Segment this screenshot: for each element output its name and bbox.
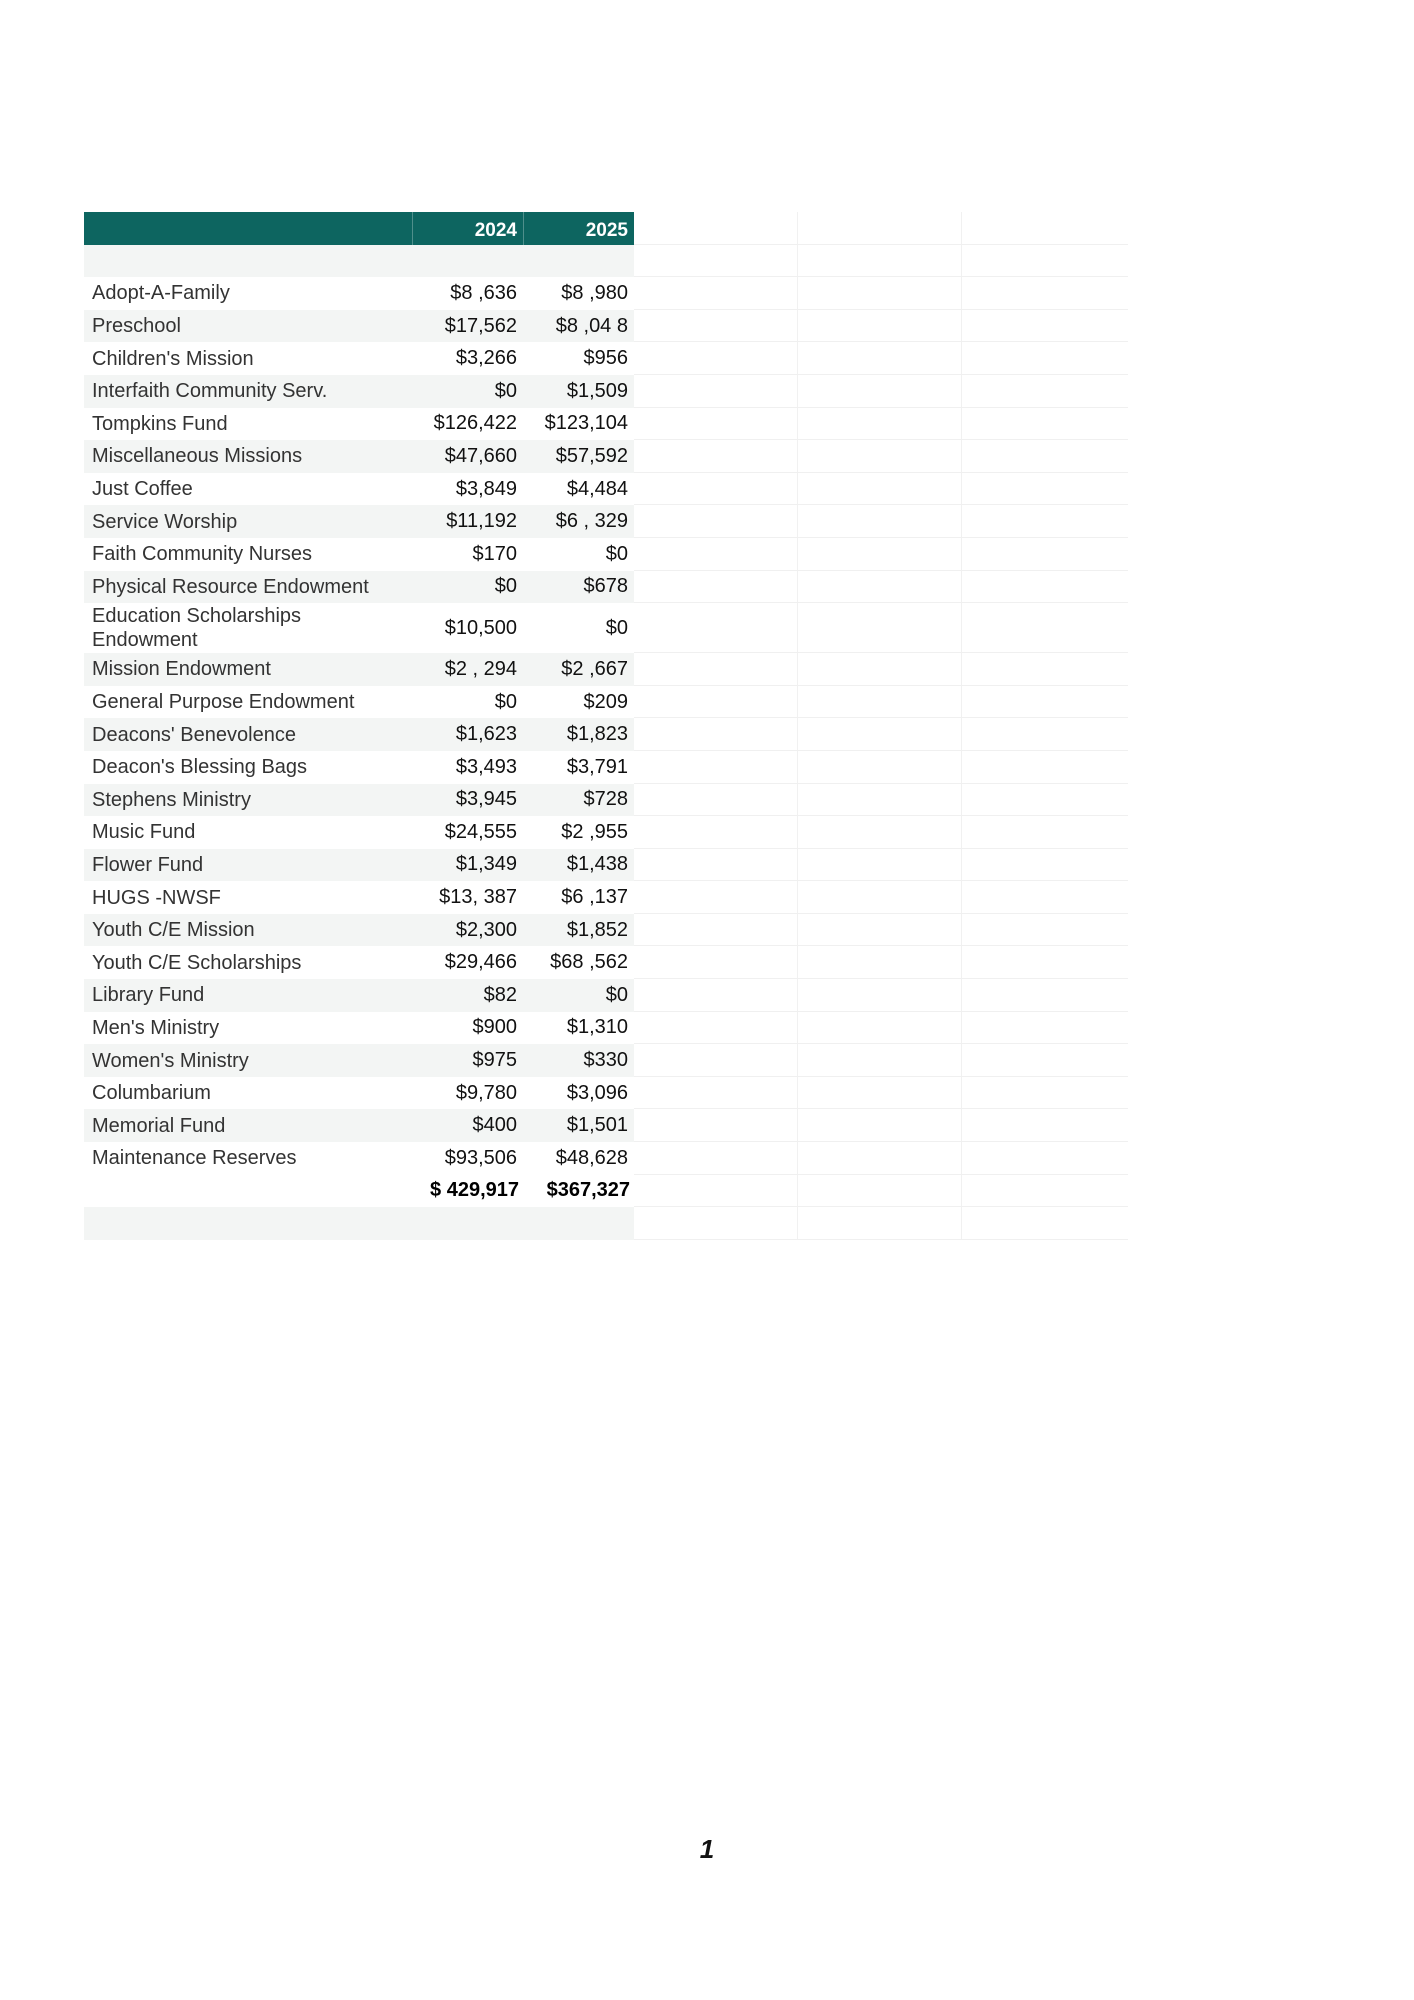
empty-cell: [962, 505, 1126, 537]
row-value-2025: $330: [583, 1049, 628, 1072]
empty-cell: [634, 1207, 798, 1239]
trailing-row: [84, 1207, 1128, 1240]
empty-cell: [634, 375, 798, 407]
empty-cell: [634, 849, 798, 881]
row-value-2025: $4,484: [566, 477, 628, 500]
row-value-2025: $1,438: [566, 853, 628, 876]
empty-cell: [798, 1012, 962, 1044]
empty-cell: [798, 751, 962, 783]
empty-columns: [634, 881, 1128, 914]
empty-cell: [634, 979, 798, 1011]
empty-cell: [962, 914, 1126, 946]
row-label: Youth C/E Mission: [92, 919, 255, 942]
table-row: [84, 538, 1128, 571]
row-label: Education Scholarships Endowment: [92, 605, 302, 652]
empty-columns: [634, 440, 1128, 473]
table-body: [84, 277, 1128, 1174]
row-value-2025: $0: [605, 542, 628, 565]
row-value-2024: $11,192: [446, 510, 517, 533]
row-band: [84, 375, 634, 408]
empty-cell: [634, 473, 798, 505]
row-value-2025: $48,628: [555, 1146, 628, 1169]
empty-columns: [634, 1077, 1128, 1110]
empty-cell: [798, 212, 962, 244]
row-value-2024: $3,493: [455, 755, 517, 778]
empty-cell: [962, 212, 1126, 244]
row-value-2024: $24,555: [444, 820, 517, 843]
row-label: Tompkins Fund: [92, 412, 228, 435]
empty-cell: [634, 1175, 798, 1207]
empty-cell: [962, 310, 1126, 342]
empty-columns: [634, 784, 1128, 817]
row-band: [84, 1142, 634, 1175]
empty-cell: [634, 603, 798, 652]
row-label: Flower Fund: [92, 853, 204, 876]
table-row: [84, 751, 1128, 784]
table-row: [84, 718, 1128, 751]
empty-columns: [634, 245, 1128, 278]
table-row: [84, 784, 1128, 817]
row-value-2025: $6 , 329: [555, 510, 628, 533]
row-label: Columbarium: [92, 1082, 211, 1105]
empty-cell: [798, 946, 962, 978]
row-band: [84, 505, 634, 538]
table-row: [84, 440, 1128, 473]
empty-cell: [798, 473, 962, 505]
empty-cell: [962, 1044, 1126, 1076]
row-value-2024: $2,300: [455, 918, 517, 941]
table-row: [84, 571, 1128, 604]
row-band: [84, 751, 634, 784]
empty-columns: [634, 505, 1128, 538]
row-label: Deacons' Benevolence: [92, 723, 296, 746]
empty-columns: [634, 473, 1128, 506]
empty-cell: [798, 979, 962, 1011]
empty-cell: [798, 914, 962, 946]
table-row: [84, 914, 1128, 947]
row-value-2024: $0: [494, 379, 517, 402]
row-band: [84, 310, 634, 343]
row-label: Physical Resource Endowment: [92, 575, 369, 598]
empty-cell: [962, 408, 1126, 440]
empty-cell: [798, 375, 962, 407]
row-value-2025: $68 ,562: [550, 951, 628, 974]
total-label-cell: [84, 1175, 412, 1208]
row-value-2025: $123,104: [544, 412, 628, 435]
row-value-2024: $126,422: [433, 412, 517, 435]
trailing-band: [84, 1207, 634, 1240]
empty-columns: [634, 310, 1128, 343]
empty-columns: [634, 849, 1128, 882]
empty-cell: [634, 718, 798, 750]
row-band: [84, 342, 634, 375]
row-value-2024: $9,780: [455, 1081, 517, 1104]
total-band: [84, 1175, 634, 1208]
row-label: HUGS -NWSF: [92, 886, 221, 909]
empty-cell: [962, 603, 1126, 652]
empty-cell: [798, 505, 962, 537]
row-band: [84, 946, 634, 979]
empty-cell: [798, 245, 962, 277]
empty-cell: [634, 310, 798, 342]
row-value-2024: $3,849: [455, 477, 517, 500]
table-row: [84, 408, 1128, 441]
row-value-2024: $3,266: [455, 347, 517, 370]
row-value-2024: $10,500: [444, 616, 517, 639]
row-value-2025: $728: [583, 788, 628, 811]
empty-cell: [962, 571, 1126, 603]
row-value-2024: $0: [494, 575, 517, 598]
trailing-cell: [523, 1207, 634, 1240]
spacer-band: [84, 245, 634, 278]
table-row: [84, 946, 1128, 979]
row-band: [84, 849, 634, 882]
spacer-cell: [84, 245, 412, 278]
empty-cell: [798, 1142, 962, 1174]
table-row: [84, 1142, 1128, 1175]
empty-cell: [962, 1207, 1126, 1239]
row-value-2024: $975: [472, 1049, 517, 1072]
empty-columns: [634, 1044, 1128, 1077]
table-row: [84, 375, 1128, 408]
row-value-2024: $93,506: [444, 1146, 517, 1169]
empty-cell: [634, 816, 798, 848]
row-value-2024: $1,349: [455, 853, 517, 876]
empty-cell: [962, 342, 1126, 374]
empty-columns: [634, 1207, 1128, 1240]
row-band: [84, 603, 634, 653]
empty-columns: [634, 342, 1128, 375]
empty-cell: [962, 946, 1126, 978]
row-label: Preschool: [92, 315, 181, 338]
empty-cell: [634, 751, 798, 783]
table-row: [84, 310, 1128, 343]
row-value-2025: $1,310: [566, 1016, 628, 1039]
row-value-2024: $13, 387: [439, 886, 517, 909]
empty-cell: [634, 571, 798, 603]
empty-cell: [962, 440, 1126, 472]
table-row: [84, 473, 1128, 506]
row-band: [84, 1012, 634, 1045]
row-band: [84, 914, 634, 947]
row-label: Interfaith Community Serv.: [92, 380, 328, 403]
row-value-2025: $678: [583, 575, 628, 598]
empty-columns: [634, 686, 1128, 719]
row-label: Library Fund: [92, 984, 205, 1007]
empty-cell: [962, 784, 1126, 816]
table-row: [84, 1109, 1128, 1142]
empty-cell: [634, 1077, 798, 1109]
row-value-2025: $6 ,137: [561, 886, 628, 909]
empty-cell: [962, 538, 1126, 570]
empty-cell: [798, 1207, 962, 1239]
empty-cell: [962, 277, 1126, 309]
row-value-2024: $82: [483, 983, 517, 1006]
row-value-2024: $3,945: [455, 788, 517, 811]
empty-columns: [634, 538, 1128, 571]
table-row: [84, 849, 1128, 882]
table-row: [84, 1012, 1128, 1045]
empty-cell: [962, 751, 1126, 783]
row-label: Women's Ministry: [92, 1049, 249, 1072]
row-band: [84, 686, 634, 719]
empty-cell: [634, 653, 798, 685]
row-band: [84, 571, 634, 604]
table-row: [84, 881, 1128, 914]
empty-columns: [634, 1142, 1128, 1175]
row-value-2025: $57,592: [555, 444, 628, 467]
table-row: [84, 1044, 1128, 1077]
empty-columns: [634, 1109, 1128, 1142]
row-band: [84, 979, 634, 1012]
row-band: [84, 473, 634, 506]
spacer-row: [84, 245, 1128, 278]
row-label: Service Worship: [92, 510, 238, 533]
empty-cell: [634, 342, 798, 374]
row-value-2024: $900: [472, 1016, 517, 1039]
row-label: General Purpose Endowment: [92, 691, 355, 714]
empty-cell: [798, 1044, 962, 1076]
empty-columns: [634, 718, 1128, 751]
table-row: [84, 603, 1128, 653]
table-row: [84, 1077, 1128, 1110]
row-band: [84, 881, 634, 914]
empty-cell: [634, 946, 798, 978]
row-value-2024: $170: [472, 542, 517, 565]
empty-cell: [798, 603, 962, 652]
empty-cell: [634, 212, 798, 244]
fund-table: [84, 212, 1128, 1240]
row-label: Youth C/E Scholarships: [92, 951, 302, 974]
row-band: [84, 816, 634, 849]
empty-cell: [962, 245, 1126, 277]
empty-cell: [962, 1012, 1126, 1044]
empty-columns: [634, 1175, 1128, 1208]
total-2024: $ 429,917: [430, 1179, 519, 1202]
spacer-cell: [412, 245, 523, 278]
empty-cell: [798, 881, 962, 913]
empty-cell: [962, 473, 1126, 505]
row-band: [84, 1044, 634, 1077]
row-band: [84, 440, 634, 473]
empty-cell: [634, 1142, 798, 1174]
empty-cell: [798, 718, 962, 750]
empty-cell: [798, 849, 962, 881]
row-value-2025: $0: [605, 616, 628, 639]
row-value-2024: $400: [472, 1114, 517, 1137]
row-label: Men's Ministry: [92, 1016, 220, 1039]
row-value-2025: $1,823: [566, 723, 628, 746]
empty-cell: [798, 784, 962, 816]
empty-cell: [634, 1044, 798, 1076]
row-value-2025: $3,096: [566, 1081, 628, 1104]
empty-cell: [634, 245, 798, 277]
row-band: [84, 1109, 634, 1142]
empty-cell: [962, 375, 1126, 407]
row-band: [84, 784, 634, 817]
row-band: [84, 1077, 634, 1110]
row-value-2025: $2 ,955: [561, 820, 628, 843]
table-row: [84, 979, 1128, 1012]
empty-cell: [634, 686, 798, 718]
empty-cell: [634, 440, 798, 472]
row-value-2025: $956: [583, 347, 628, 370]
empty-cell: [962, 849, 1126, 881]
empty-cell: [798, 686, 962, 718]
empty-cell: [962, 1142, 1126, 1174]
empty-cell: [798, 653, 962, 685]
empty-columns: [634, 571, 1128, 604]
row-band: [84, 718, 634, 751]
empty-columns: [634, 212, 1128, 245]
empty-cell: [962, 1077, 1126, 1109]
empty-cell: [962, 979, 1126, 1011]
row-label: Children's Mission: [92, 347, 254, 370]
empty-cell: [798, 538, 962, 570]
empty-columns: [634, 751, 1128, 784]
row-value-2025: $209: [583, 690, 628, 713]
empty-cell: [798, 277, 962, 309]
empty-cell: [798, 1175, 962, 1207]
table-row: [84, 342, 1128, 375]
empty-cell: [798, 1109, 962, 1141]
row-band: [84, 277, 634, 310]
header-2024: 2024: [412, 212, 523, 245]
empty-cell: [634, 881, 798, 913]
empty-cell: [798, 310, 962, 342]
empty-columns: [634, 914, 1128, 947]
empty-cell: [634, 505, 798, 537]
empty-columns: [634, 375, 1128, 408]
row-value-2024: $1,623: [455, 723, 517, 746]
empty-cell: [798, 1077, 962, 1109]
empty-cell: [634, 277, 798, 309]
table-row: [84, 277, 1128, 310]
empty-columns: [634, 816, 1128, 849]
table-row: [84, 653, 1128, 686]
empty-columns: [634, 1012, 1128, 1045]
empty-cell: [962, 816, 1126, 848]
trailing-cell: [84, 1207, 412, 1240]
row-label: Miscellaneous Missions: [92, 445, 303, 468]
empty-cell: [634, 408, 798, 440]
trailing-cell: [412, 1207, 523, 1240]
row-value-2024: $8 ,636: [450, 281, 517, 304]
empty-cell: [798, 571, 962, 603]
row-value-2025: $1,852: [566, 918, 628, 941]
empty-cell: [962, 1175, 1126, 1207]
table-row: [84, 686, 1128, 719]
empty-cell: [798, 342, 962, 374]
empty-cell: [634, 1109, 798, 1141]
row-value-2025: $1,501: [566, 1114, 628, 1137]
empty-cell: [634, 784, 798, 816]
row-band: [84, 408, 634, 441]
empty-cell: [962, 686, 1126, 718]
empty-cell: [798, 816, 962, 848]
empty-cell: [634, 1012, 798, 1044]
row-band: [84, 653, 634, 686]
row-label: Maintenance Reserves: [92, 1147, 297, 1170]
empty-cell: [962, 1109, 1126, 1141]
empty-columns: [634, 277, 1128, 310]
row-label: Music Fund: [92, 821, 196, 844]
row-value-2025: $8 ,04 8: [555, 314, 628, 337]
row-label: Stephens Ministry: [92, 788, 251, 811]
row-value-2024: $47,660: [444, 444, 517, 467]
total-row: [84, 1175, 1128, 1208]
empty-cell: [962, 718, 1126, 750]
page-number: 1: [699, 1834, 715, 1864]
row-value-2025: $3,791: [566, 755, 628, 778]
empty-columns: [634, 653, 1128, 686]
row-band: [84, 538, 634, 571]
header-2025: 2025: [523, 212, 634, 245]
empty-columns: [634, 979, 1128, 1012]
spacer-cell: [523, 245, 634, 278]
row-label: Just Coffee: [92, 478, 193, 501]
empty-cell: [962, 653, 1126, 685]
row-label: Deacon's Blessing Bags: [92, 756, 308, 779]
row-label: Memorial Fund: [92, 1114, 226, 1137]
empty-columns: [634, 408, 1128, 441]
table-row: [84, 816, 1128, 849]
empty-cell: [634, 538, 798, 570]
row-value-2025: $0: [605, 983, 628, 1006]
empty-cell: [634, 914, 798, 946]
row-label: Adopt-A-Family: [92, 282, 230, 305]
row-value-2024: $2 , 294: [444, 657, 517, 680]
row-value-2025: $2 ,667: [561, 657, 628, 680]
row-value-2025: $8 ,980: [561, 281, 628, 304]
empty-cell: [962, 881, 1126, 913]
table-row: [84, 505, 1128, 538]
header-label-cell: [84, 212, 412, 245]
row-value-2024: $29,466: [444, 951, 517, 974]
row-label: Mission Endowment: [92, 658, 271, 681]
empty-cell: [798, 440, 962, 472]
row-value-2024: $0: [494, 690, 517, 713]
row-value-2025: $1,509: [566, 379, 628, 402]
row-value-2024: $17,562: [444, 314, 517, 337]
header-band: [84, 212, 634, 245]
empty-cell: [798, 408, 962, 440]
table-header-row: [84, 212, 1128, 245]
total-2025: $367,327: [546, 1179, 630, 1202]
empty-columns: [634, 603, 1128, 653]
row-label: Faith Community Nurses: [92, 543, 313, 566]
empty-columns: [634, 946, 1128, 979]
